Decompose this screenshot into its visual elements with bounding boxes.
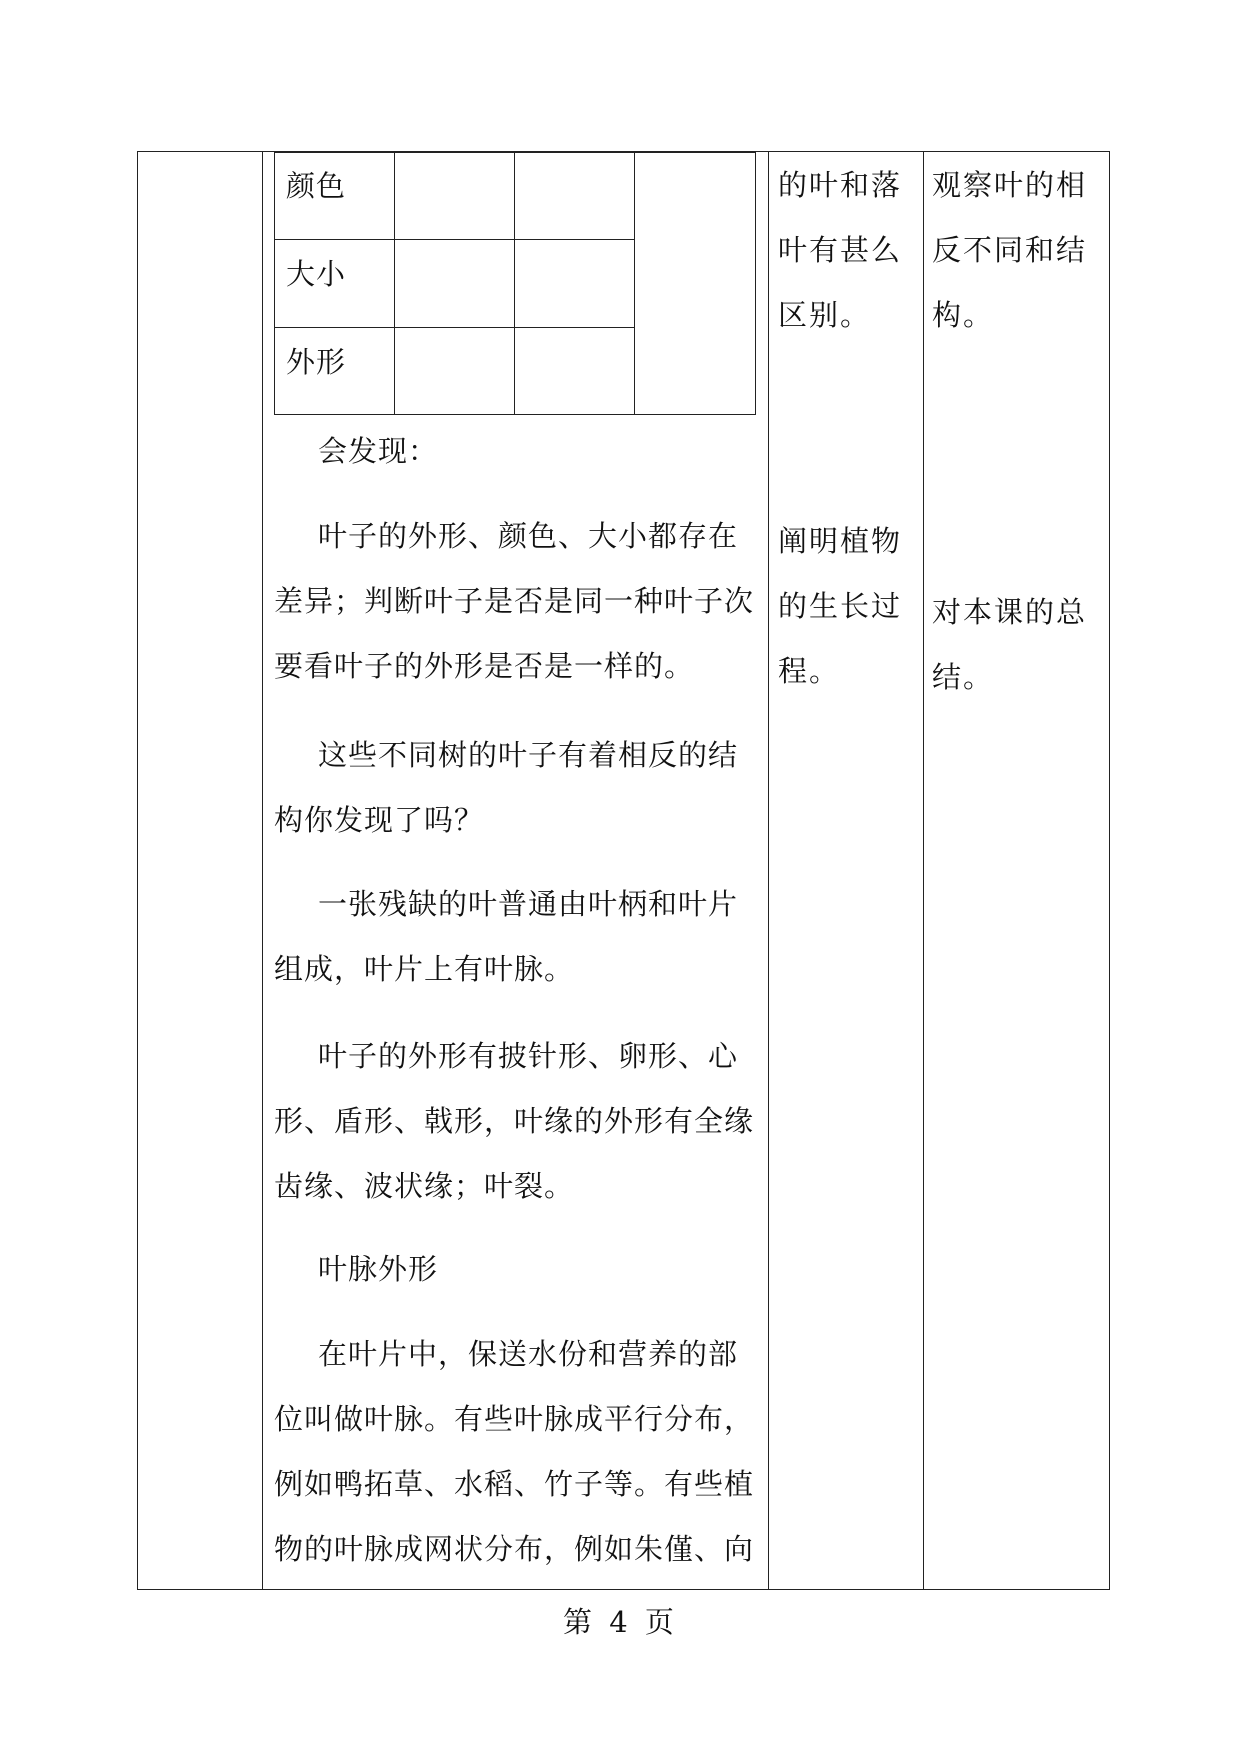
page-number: 第 4 页 — [563, 1605, 678, 1639]
main-paragraph-discovery: 会发现： — [318, 434, 439, 468]
outer-table-right-border — [1109, 151, 1110, 1590]
inner-table-col-divider-1 — [394, 152, 395, 415]
main-paragraph-vein-heading: 叶脉外形 — [318, 1252, 439, 1286]
inner-table-col-divider-3 — [634, 152, 635, 415]
outer-table-left-border — [137, 151, 138, 1590]
outer-table-bottom-border — [137, 1589, 1110, 1590]
inner-table-bottom-border — [274, 414, 756, 415]
main-paragraph-leaf-differences: 叶子的外形、颜色、大小都存在差异；判断叶子是否是同一种叶子次要看叶子的外形是否是一样的。 — [274, 519, 755, 683]
inner-table-row-divider-2 — [274, 327, 635, 328]
inner-table-right-border — [755, 152, 756, 415]
inner-table-row-label-color: 颜色 — [286, 169, 347, 203]
main-paragraph-leaf-parts: 一张残缺的叶普通由叶柄和叶片组成，叶片上有叶脉。 — [274, 887, 739, 986]
col4-observe-structure: 观察叶的相反不同和结构。 — [932, 168, 1088, 332]
outer-table-col-divider-2 — [768, 151, 769, 1590]
inner-table-top-border — [274, 152, 756, 153]
main-paragraph-leaf-structure-question: 这些不同树的叶子有着相反的结构你发现了吗？ — [274, 738, 739, 837]
inner-table-row-label-shape: 外形 — [286, 345, 347, 379]
inner-table-row-label-size: 大小 — [286, 257, 347, 291]
inner-table-col-divider-2 — [514, 152, 515, 415]
inner-table-left-border — [274, 152, 275, 415]
outer-table-col-divider-3 — [923, 151, 924, 1590]
col4-lesson-summary: 对本课的总结。 — [932, 595, 1088, 694]
col3-explain-growth: 阐明植物的生长过程。 — [778, 524, 903, 688]
main-paragraph-leaf-shapes: 叶子的外形有披针形、卵形、心形、盾形、戟形，叶缘的外形有全缘齿缘、波状缘；叶裂。 — [274, 1039, 755, 1203]
main-paragraph-vein-description: 在叶片中，保送水份和营养的部位叫做叶脉。有些叶脉成平行分布，例如鸭拓草、水稻、竹子等。有些植物的叶脉成网状分布，例如朱僅、向 — [274, 1337, 755, 1566]
col3-question-leaves: 的叶和落叶有甚么区别。 — [778, 168, 903, 332]
outer-table-col-divider-1 — [262, 151, 263, 1590]
inner-table-row-divider-1 — [274, 239, 635, 240]
